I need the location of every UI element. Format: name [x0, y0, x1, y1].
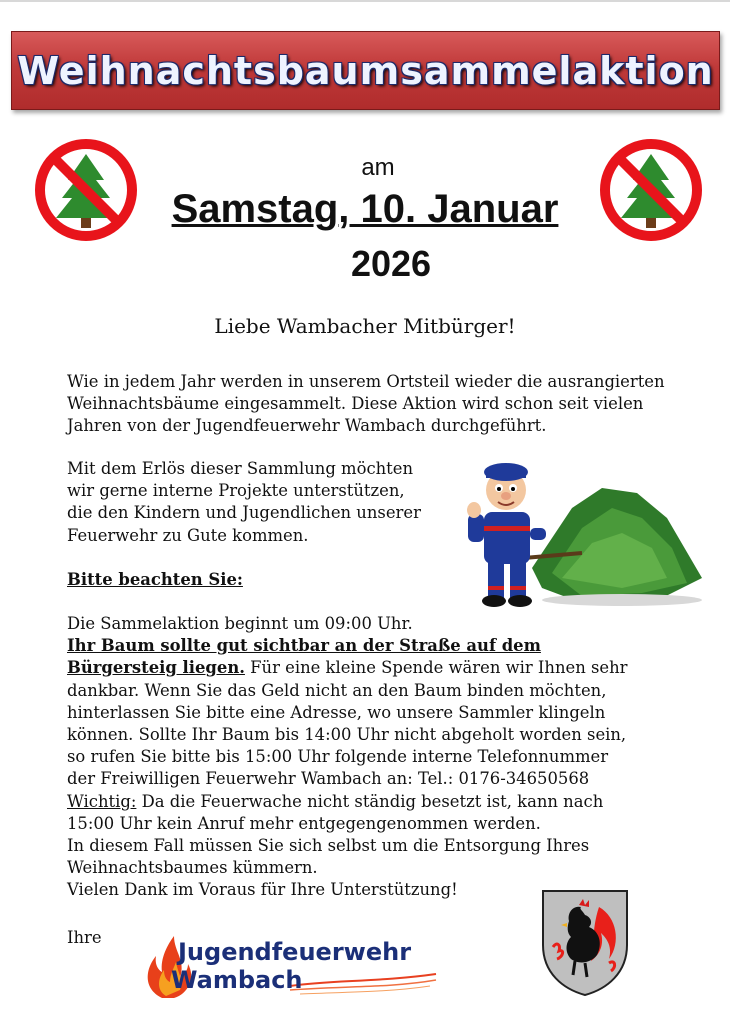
logo-text-line2: Wambach	[171, 966, 303, 994]
date-prefix: am	[361, 154, 395, 181]
proceeds-line: die den Kindern und Jugendlichen unserer	[67, 503, 421, 523]
top-divider	[0, 0, 730, 2]
proceeds-line: Feuerwehr zu Gute kommen.	[67, 525, 309, 545]
instruction-line: können. Sollte Ihr Baum bis 14:00 Uhr nicht abgeholt worden sein,	[67, 725, 627, 745]
instruction-line	[67, 791, 667, 813]
event-year: 2026	[350, 243, 432, 284]
proceeds-line: Mit dem Erlös dieser Sammlung möchten	[67, 459, 414, 478]
firefighter-mascot-illustration	[462, 448, 707, 613]
instruction-text: Für eine kleine Spende wären wir Ihnen sehr	[244, 658, 628, 678]
proceeds-line: wir gerne interne Projekte unterstützen,	[67, 481, 405, 501]
instruction-line: Vielen Dank im Voraus für Ihre Unterstützung!	[67, 880, 458, 900]
banner-title: Weihnachtsbaumsammelaktion	[17, 48, 714, 93]
instruction-line-emphasis	[67, 635, 667, 657]
intro-line: Weihnachtsbäume eingesammelt. Diese Aktion wird schon seit vielen	[67, 394, 644, 414]
instruction-text: Da die Feuerwache nicht ständig besetzt ist, kann nach	[136, 791, 604, 811]
wambach-coat-of-arms-icon	[539, 887, 631, 997]
signoff: Ihre	[67, 928, 102, 947]
instruction-line: Weihnachtsbaumes kümmern.	[67, 858, 318, 878]
intro-line: Wie in jedem Jahr werden in unserem Ortsteil wieder die ausrangierten	[67, 372, 665, 391]
important-label: Wichtig:	[67, 791, 137, 811]
greeting: Liebe Wambacher Mitbürger!	[214, 314, 516, 338]
emphasis-text: Bürgersteig liegen.	[67, 658, 245, 678]
logo-text-line1: Jugendfeuerwehr	[178, 938, 412, 966]
instruction-line: 15:00 Uhr kein Anruf mehr entgegengenommen werden.	[67, 813, 541, 833]
notice-heading: Bitte beachten Sie:	[67, 570, 243, 589]
proceeds-paragraph	[67, 458, 467, 547]
instruction-line: dankbar. Wenn Sie das Geld nicht an den Baum binden möchten,	[67, 680, 607, 700]
instruction-line: In diesem Fall müssen Sie sich selbst um die Entsorgung Ihres	[67, 836, 590, 856]
emphasis-text: Ihr Baum sollte gut sichtbar an der Straße auf dem	[67, 636, 541, 656]
intro-line: Jahren von der Jugendfeuerwehr Wambach durchgeführt.	[67, 416, 547, 436]
intro-paragraph	[67, 371, 707, 438]
instruction-line	[67, 657, 667, 679]
instruction-line: der Freiwilligen Feuerwehr Wambach an: Tel.: 0176-34650568	[67, 769, 590, 789]
instruction-line: Die Sammelaktion beginnt um 09:00 Uhr.	[67, 614, 413, 633]
instruction-line: so rufen Sie bitte bis 15:00 Uhr folgende interne Telefonnummer	[67, 747, 609, 767]
instructions-paragraph	[67, 613, 667, 902]
event-date: Samstag, 10. Januar	[171, 187, 559, 231]
instruction-line: hinterlassen Sie bitte eine Adresse, wo unsere Sammler klingeln	[67, 702, 606, 722]
title-banner	[11, 31, 720, 110]
